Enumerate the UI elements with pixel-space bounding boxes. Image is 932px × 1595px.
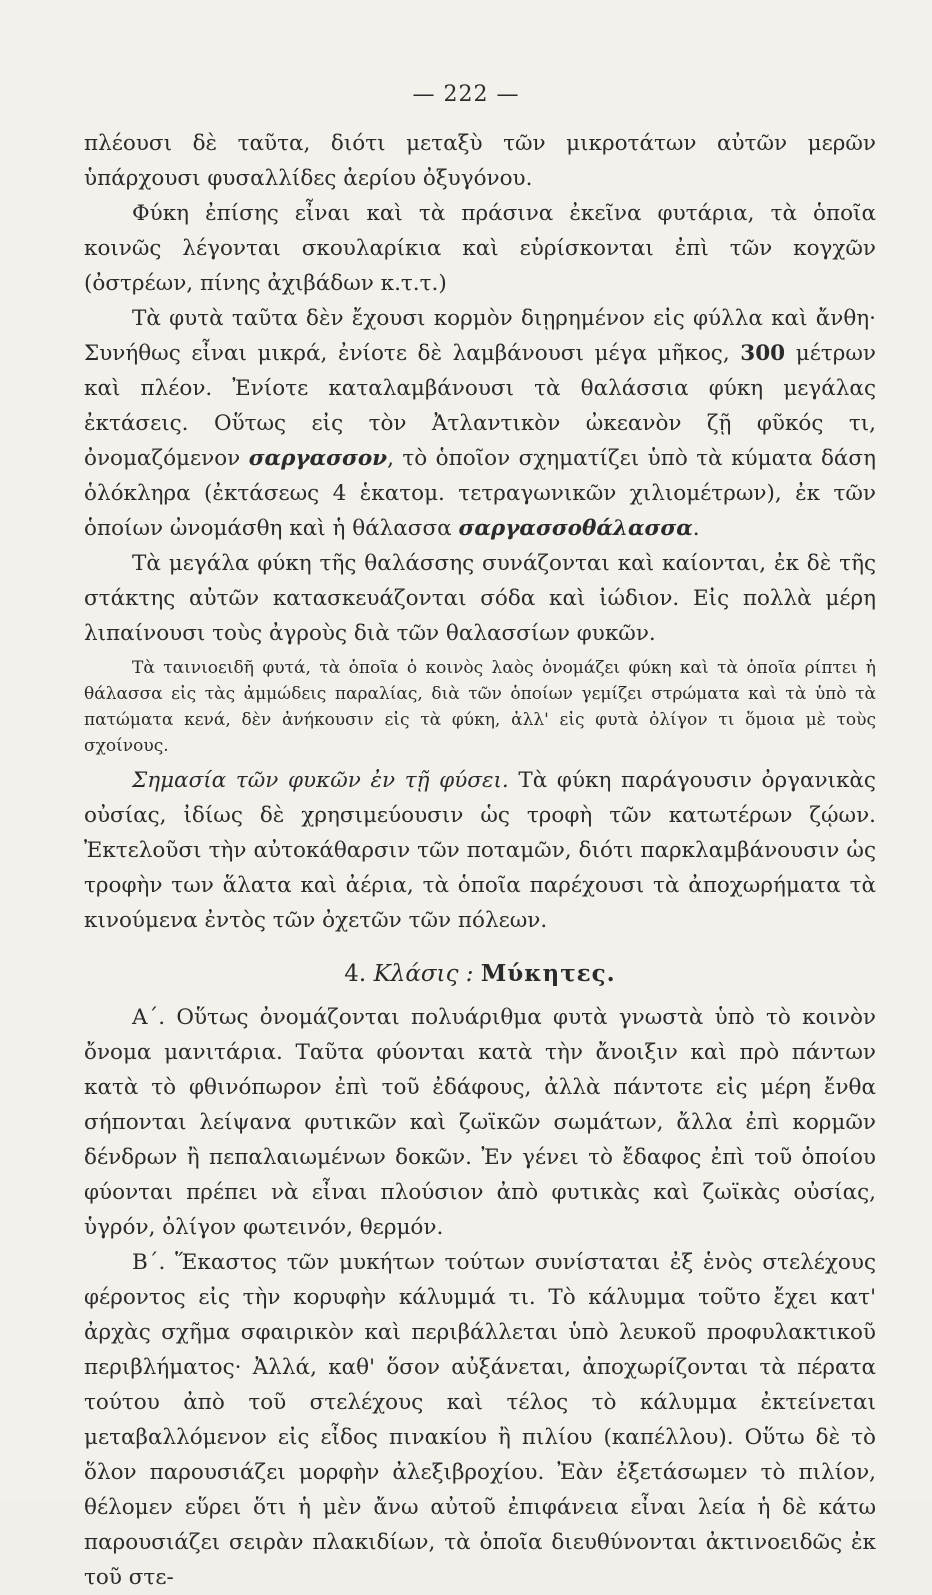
heading-class-label: Κλάσις : xyxy=(373,961,474,987)
page-number: — 222 — xyxy=(412,82,520,107)
paragraph-3-part-a: Τὰ φυτὰ ταῦτα δὲν ἔχουσι κορμὸν διῃρημένον εἰς φύλλα καὶ ἄνθη· Συνήθως εἶναι μικρά, ἐνίοτε δὲ λαμβάνουσι μέγα μῆκος, xyxy=(84,306,876,366)
section-heading xyxy=(84,956,876,992)
paragraph-1: πλέουσι δὲ ταῦτα, διότι μεταξὺ τῶν μικροτάτων αὐτῶν μερῶν ὑπάρχουσι φυσαλλίδες ἀερίου ὀξυγόνου. xyxy=(84,131,876,191)
paragraph-5-body: Τὰ φύκη παράγουσιν ὀργανικὰς οὐσίας, ἰδίως δὲ χρησιμεύουσιν ὡς τροφὴ τῶν κατωτέρων ζῴων. Ἐκτελοῦσι τὴν αὐτοκάθαρσιν τῶν ποταμῶν, διότι παρκλαμβάνουσιν ὡς τροφὴν των ἅλατα καὶ ἀέρια, τὰ ὁποῖα παρέχουσι τὰ ἀποχωρήματα τὰ κινούμενα ἐντὸς τῶν ὀχετῶν τῶν πόλεων. xyxy=(84,768,876,933)
paragraph-3-part-b: μέτρων καὶ πλέον. Ἐνίοτε καταλαμβάνουσι τὰ θαλάσσια φύκη μεγάλας ἐκτάσεις. Οὕτως εἰς τὸν Ἀτλαντικὸν ὠκεανὸν ζῇ φῦκός τι, ὀνομαζόμενον xyxy=(84,341,876,471)
heading-fungi: Μύκητες. xyxy=(480,960,616,987)
term-sargasson: σαργασσον xyxy=(248,446,388,471)
section-subtitle: Σημασία τῶν φυκῶν ἐν τῇ φύσει. xyxy=(132,768,509,793)
paragraph-4: Τὰ μεγάλα φύκη τῆς θαλάσσης συνάζονται καὶ καίονται, ἐκ δὲ τῆς στάκτης αὐτῶν κατασκευάζονται σόδα καὶ ἰώδιον. Εἰς πολλὰ μέρη λιπαίνουσι τοὺς ἀγροὺς διὰ τῶν θαλασσίων φυκῶν. xyxy=(84,551,876,646)
paragraph-b: Β΄. Ἕκαστος τῶν μυκήτων τούτων συνίσταται ἐξ ἑνὸς στελέχους φέροντος εἰς τὴν κορυφὴν κάλυμμά τι. Τὸ κάλυμμα τοῦτο ἔχει κατ' ἀρχὰς σχῆμα σφαιρικὸν καὶ περιβάλλεται ὑπὸ λευκοῦ προφυλακτικοῦ περιβλήματος· Ἀλλά, καθ' ὅσον αὐξάνεται, ἀποχωρίζονται τὰ πέρατα τούτου ἀπὸ τοῦ στελέχους καὶ τέλος τὸ κάλυμμα ἐκτείνεται μεταβαλλόμενον εἰς εἶδος πινακίου ἢ πιλίου (καπέλλου). Οὕτω δὲ τὸ ὅλον παρουσιάζει μορφὴν ἀλεξιβροχίου. Ἐὰν ἐξετάσωμεν τὸ πιλίον, θέλομεν εὕρει ὅτι ἡ μὲν ἄνω αὐτοῦ ἐπιφάνεια εἶναι λεία ἡ δὲ κάτω παρουσιάζει σειρὰν πλακιδίων, τὰ ὁποῖα διευθύνονται ἀκτινοειδῶς ἐκ τοῦ στε- xyxy=(84,1250,876,1590)
page-body xyxy=(84,126,876,1595)
length-number: 300 xyxy=(740,341,786,366)
paragraph-3-part-c: , τὸ ὁποῖον σχηματίζει ὑπὸ τὰ κύματα δάση ὁλόκληρα (ἐκτάσεως 4 ἑκατομ. τετραγωνικῶν χιλιομέτρων), ἐκ τῶν ὁποίων ὠνομάσθη καὶ ἡ θάλασσα xyxy=(84,446,876,541)
paragraph-5 xyxy=(84,763,876,938)
paragraph-3 xyxy=(84,301,876,546)
heading-number: 4. xyxy=(344,961,367,987)
term-sargassothalassa: σαργασσοθάλασσα xyxy=(458,516,693,541)
small-print-note: Τὰ ταινιοειδῆ φυτά, τὰ ὁποῖα ὁ κοινὸς λαὸς ὀνομάζει φύκη καὶ τὰ ὁποῖα ρίπτει ἡ θάλασσα εἰς τὰς ἀμμώδεις παραλίας, διὰ τῶν ὁποίων γεμίζει στρώματα καὶ τὰ ὑπὸ τὰ πατώματα κενά, δὲν ἀνήκουσιν εἰς τὰ φύκη, ἀλλ' εἰς φυτὰ ὀλίγον τι ὅμοια μὲ τοὺς σχοίνους. xyxy=(84,658,876,756)
paragraph-2: Φύκη ἐπίσης εἶναι καὶ τὰ πράσινα ἐκεῖνα φυτάρια, τὰ ὁποῖα κοινῶς λέγονται σκουλαρίκια καὶ εὑρίσκονται ἐπὶ τῶν κογχῶν (ὀστρέων, πίνης ἀχιβάδων κ.τ.τ.) xyxy=(84,201,876,296)
paragraph-a: Α΄. Οὕτως ὀνομάζονται πολυάριθμα φυτὰ γνωστὰ ὑπὸ τὸ κοινὸν ὄνομα μανιτάρια. Ταῦτα φύονται κατὰ τὴν ἄνοιξιν καὶ πρὸ πάντων κατὰ τὸ φθινόπωρον ἐπὶ τοῦ ἐδάφους, ἀλλὰ πάντοτε εἰς μέρη ἔνθα σήπονται λείψανα φυτικῶν καὶ ζωϊκῶν σωμάτων, ἄλλα ἐπὶ κορμῶν δένδρων ἢ πεπαλαιωμένων δοκῶν. Ἐν γένει τὸ ἔδαφος ἐπὶ τοῦ ὁποίου φύονται πρέπει νὰ εἶναι πλούσιον ἀπὸ φυτικὰς καὶ ζωϊκὰς οὐσίας, ὑγρόν, ὀλίγον φωτεινόν, θερμόν. xyxy=(84,1005,876,1240)
paragraph-3-part-d: . xyxy=(692,516,700,541)
